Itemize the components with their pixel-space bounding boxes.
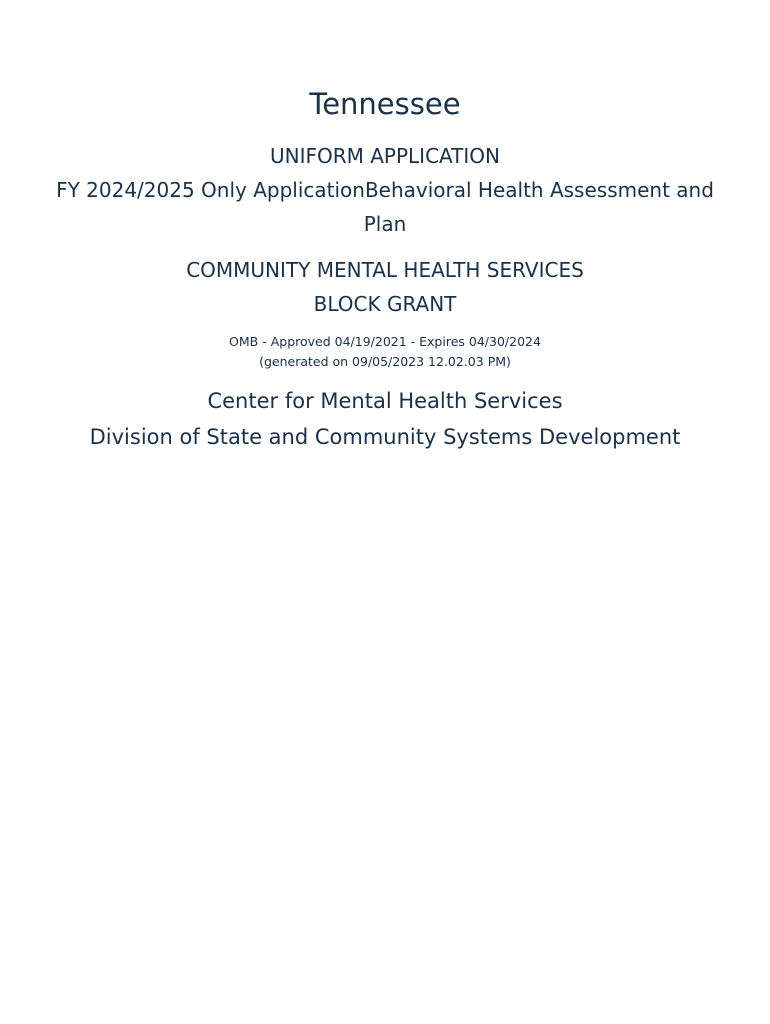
omb-info bbox=[0, 332, 770, 372]
center-name: Center for Mental Health Services bbox=[207, 389, 563, 413]
application-type: UNIFORM APPLICATION bbox=[269, 144, 500, 168]
omb-approval: OMB - Approved 04/19/2021 - Expires 04/30/2024 bbox=[229, 334, 541, 349]
application-heading bbox=[0, 139, 770, 241]
grant-title-line2: BLOCK GRANT bbox=[313, 292, 457, 316]
grant-title-line1: COMMUNITY MENTAL HEALTH SERVICES bbox=[186, 258, 584, 282]
center-info bbox=[0, 383, 770, 455]
generated-timestamp: (generated on 09/05/2023 12.02.03 PM) bbox=[259, 354, 511, 369]
state-name: Tennessee bbox=[309, 87, 461, 121]
application-subtitle: FY 2024/2025 Only ApplicationBehavioral Health Assessment and Plan bbox=[56, 178, 714, 236]
grant-title bbox=[0, 253, 770, 321]
division-name: Division of State and Community Systems Development bbox=[89, 425, 681, 449]
